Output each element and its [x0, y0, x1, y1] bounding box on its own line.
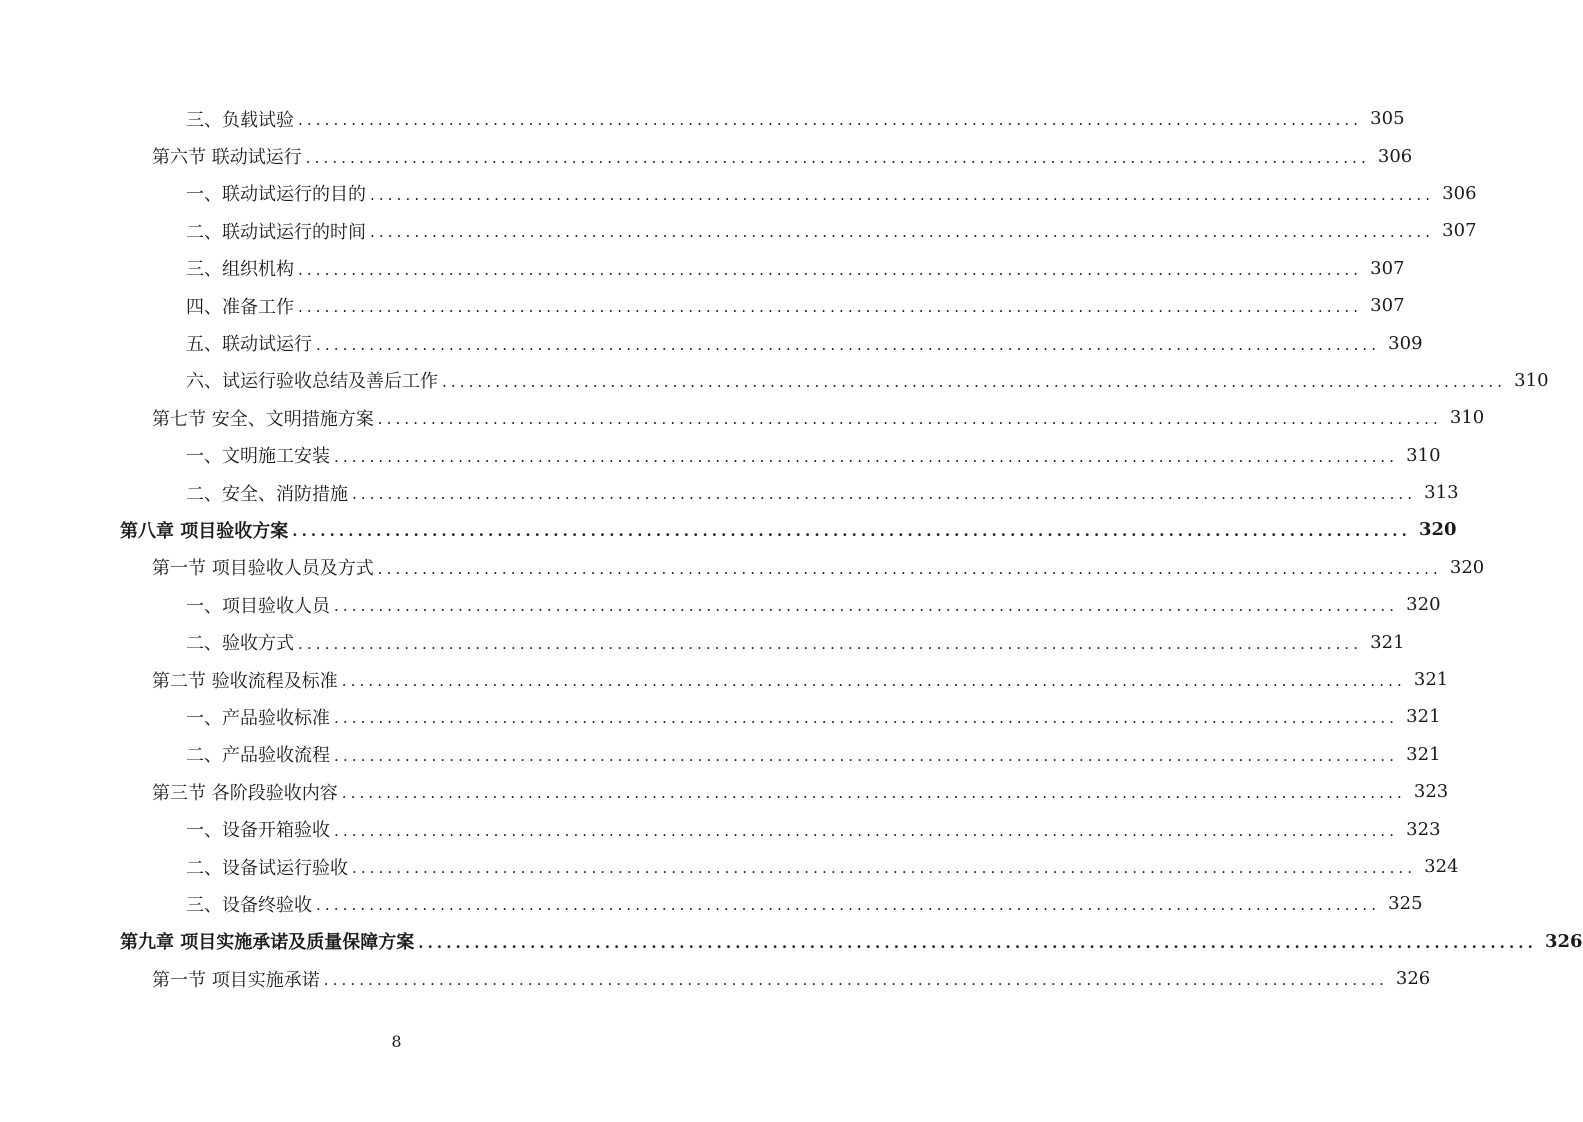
toc-entry-title: 三、负载试验: [186, 109, 294, 131]
toc-entry-title: 第八章 项目验收方案: [120, 520, 289, 542]
toc-chapter-entry[interactable]: [0, 923, 1583, 960]
toc-section-entry[interactable]: [0, 399, 1485, 436]
toc-dot-leader: ........................................................................................................................: [334, 597, 1399, 616]
toc-section-entry[interactable]: [0, 960, 1431, 997]
toc-subsection-entry[interactable]: [0, 586, 1441, 623]
toc-subsection-entry[interactable]: [0, 250, 1405, 287]
toc-subsection-entry[interactable]: [0, 885, 1423, 922]
toc-entry-page: 323: [1406, 818, 1441, 840]
toc-dot-leader: ........................................................................................................................: [352, 859, 1417, 877]
toc-dot-leader: ........................................................................................................................: [298, 298, 1363, 317]
toc-dot-leader: ........................................................................................................................: [298, 260, 1363, 279]
toc-subsection-entry[interactable]: [0, 287, 1405, 324]
toc-entry-title: 四、准备工作: [186, 296, 294, 318]
toc-entry-title: 一、产品验收标准: [186, 707, 330, 729]
toc-dot-leader: ........................................................................................................................: [298, 111, 1363, 130]
toc-subsection-entry[interactable]: [0, 698, 1441, 735]
toc-entry-title: 第一节 项目实施承诺: [152, 969, 320, 991]
toc-dot-leader: ........................................................................................................................: [442, 372, 1507, 391]
toc-dot-leader: ........................................................................................................................: [377, 410, 1442, 429]
toc-entry-title: 三、组织机构: [186, 259, 294, 281]
table-of-contents: [0, 100, 1583, 997]
toc-dot-leader: ........................................................................................................................: [370, 185, 1435, 204]
toc-dot-leader: ........................................................................................................................: [418, 933, 1537, 952]
toc-entry-page: 320: [1418, 519, 1457, 541]
toc-section-entry[interactable]: [0, 661, 1449, 698]
toc-entry-title: 第七节 安全、文明措施方案: [152, 408, 374, 430]
toc-entry-page: 323: [1413, 781, 1449, 803]
toc-subsection-entry[interactable]: [0, 810, 1441, 847]
toc-entry-title: 第二节 验收流程及标准: [152, 670, 338, 692]
toc-entry-title: 二、联动试运行的时间: [186, 221, 366, 243]
toc-subsection-entry[interactable]: [0, 212, 1477, 249]
toc-entry-page: 325: [1388, 893, 1423, 915]
toc-entry-title: 一、联动试运行的目的: [186, 184, 366, 206]
toc-entry-page: 310: [1514, 369, 1549, 391]
toc-subsection-entry[interactable]: [0, 736, 1441, 773]
toc-subsection-entry[interactable]: [0, 175, 1477, 212]
toc-entry-page: 310: [1449, 407, 1485, 429]
toc-entry-page: 307: [1370, 257, 1405, 279]
toc-entry-title: 第六节 联动试运行: [152, 147, 302, 169]
toc-entry-title: 第九章 项目实施承诺及质量保障方案: [120, 932, 415, 954]
toc-entry-title: 六、试运行验收总结及善后工作: [186, 371, 438, 393]
page-number: 8: [391, 1032, 402, 1051]
toc-entry-page: 324: [1424, 856, 1459, 877]
toc-entry-title: 二、产品验收流程: [186, 745, 330, 767]
toc-entry-title: 二、设备试运行验收: [186, 857, 348, 879]
toc-entry-page: 321: [1413, 669, 1449, 691]
toc-section-entry[interactable]: [0, 137, 1413, 174]
toc-dot-leader: ........................................................................................................................: [341, 672, 1406, 691]
toc-dot-leader: ........................................................................................................................: [334, 821, 1399, 840]
toc-entry-title: 一、设备开箱验收: [186, 820, 330, 842]
toc-entry-page: 320: [1406, 594, 1441, 616]
toc-dot-leader: ........................................................................................................................: [352, 485, 1417, 504]
toc-subsection-entry[interactable]: [0, 100, 1405, 137]
toc-entry-page: 309: [1388, 332, 1423, 354]
toc-entry-page: 321: [1370, 631, 1405, 653]
toc-entry-page: 326: [1544, 930, 1583, 952]
toc-entry-title: 二、验收方式: [186, 633, 294, 655]
toc-entry-title: 一、项目验收人员: [186, 595, 330, 617]
toc-dot-leader: ........................................................................................................................: [377, 559, 1442, 578]
toc-entry-title: 二、安全、消防措施: [186, 483, 348, 505]
toc-dot-leader: ........................................................................................................................: [341, 784, 1406, 803]
toc-subsection-entry[interactable]: [0, 324, 1423, 361]
toc-entry-page: 307: [1442, 220, 1477, 242]
toc-dot-leader: ........................................................................................................................: [292, 522, 1411, 541]
toc-dot-leader: ........................................................................................................................: [298, 634, 1363, 653]
toc-subsection-entry[interactable]: [0, 623, 1405, 660]
toc-entry-page: 307: [1370, 295, 1405, 317]
toc-chapter-entry[interactable]: [0, 511, 1457, 548]
toc-entry-page: 305: [1370, 108, 1405, 130]
toc-entry-title: 一、文明施工安装: [186, 446, 330, 468]
toc-entry-page: 313: [1424, 482, 1459, 504]
toc-entry-page: 306: [1442, 182, 1477, 204]
toc-dot-leader: ........................................................................................................................: [334, 447, 1399, 466]
toc-dot-leader: ........................................................................................................................: [334, 709, 1399, 728]
toc-section-entry[interactable]: [0, 773, 1449, 810]
toc-dot-leader: ........................................................................................................................: [370, 223, 1435, 242]
toc-subsection-entry[interactable]: [0, 437, 1441, 474]
toc-dot-leader: ........................................................................................................................: [323, 971, 1388, 990]
toc-entry-page: 321: [1406, 743, 1441, 765]
toc-subsection-entry[interactable]: [0, 474, 1459, 511]
toc-dot-leader: ........................................................................................................................: [334, 746, 1399, 765]
toc-entry-title: 三、设备终验收: [186, 894, 312, 916]
toc-dot-leader: ........................................................................................................................: [316, 335, 1381, 354]
toc-entry-page: 310: [1406, 444, 1441, 466]
toc-entry-page: 321: [1406, 706, 1441, 728]
toc-dot-leader: ........................................................................................................................: [305, 148, 1370, 167]
toc-entry-page: 320: [1449, 556, 1485, 578]
toc-entry-title: 第三节 各阶段验收内容: [152, 782, 338, 804]
toc-entry-title: 第一节 项目验收人员及方式: [152, 558, 374, 580]
toc-entry-title: 五、联动试运行: [186, 334, 312, 356]
toc-section-entry[interactable]: [0, 549, 1485, 586]
toc-subsection-entry[interactable]: [0, 362, 1549, 399]
toc-entry-page: 326: [1395, 968, 1431, 990]
toc-subsection-entry[interactable]: [0, 848, 1459, 885]
toc-entry-page: 306: [1377, 145, 1413, 167]
toc-dot-leader: ........................................................................................................................: [316, 896, 1381, 915]
